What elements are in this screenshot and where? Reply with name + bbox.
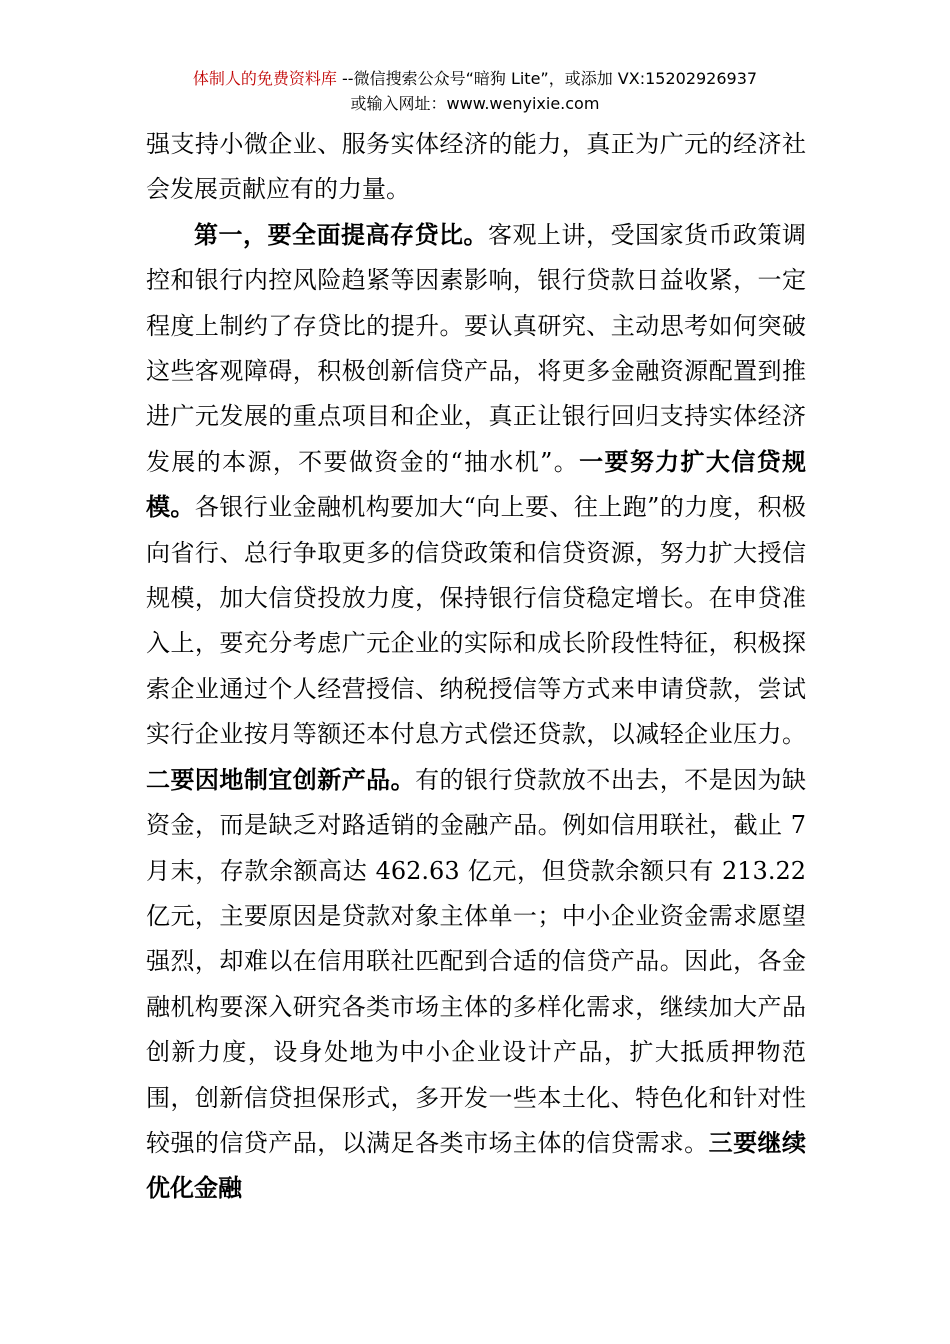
brand-name: 体制人的免费资料库 (192, 69, 337, 88)
paragraph-2 (146, 213, 806, 1212)
header-promo: --微信搜索公众号“暗狗 Lite”，或添加 VX:15202926937 (336, 69, 758, 88)
header-line-1 (0, 66, 950, 91)
paragraph-2-text-1: 客观上讲，受国家货币政策调控和银行内控风险趋紧等因素影响，银行贷款日益收紧，一定程度上制约了存贷比的提升。要认真研究、主动思考如何突破这些客观障碍，积极创新信贷产品，将更多金融资源配置到推进广元发展的重点项目和企业，真正让银行回归支持实体经济发展的本源，不要做资金的“抽水机”。 (146, 220, 806, 476)
heading-expand-credit: 一要努力扩大信贷规模。 (146, 447, 807, 522)
heading-optimize-finance: 三要继续优化金融 (146, 1128, 807, 1203)
heading-innovate-products: 二要因地制宜创新产品。 (146, 765, 416, 794)
page-header (0, 66, 950, 116)
paragraph-2-text-2: 各银行业金融机构要加大“向上要、往上跑”的力度，积极向省行、总行争取更多的信贷政策和信贷资源，努力扩大授信规模，加大信贷投放力度，保持银行信贷稳定增长。在申贷准入上，要充分考虑广元企业的实际和成长阶段性特征，积极探索企业通过个人经营授信、纳税授信等方式来申请贷款，尝试实行企业按月等额还本付息方式偿还贷款，以减轻企业压力。 (146, 493, 807, 749)
header-site: 或输入网址：www.wenyixie.com (350, 94, 600, 113)
document-body (146, 122, 806, 1212)
paragraph-2-text-3: 有的银行贷款放不出去，不是因为缺资金，而是缺乏对路适销的金融产品。例如信用联社，截止 7 月末，存款余额高达 462.63 亿元，但贷款余额只有 213.22 亿元，主要原因是贷款对象主体单一；中小企业资金需求愿望强烈，却难以在信用联社匹配到合适的信贷产品。因此，各金融机构要深入研究各类市场主体的多样化需求，继续加大产品创新力度，设身处地为中小企业设计产品，扩大抵质押物范围，创新信贷担保形式，多开发一些本土化、特色化和针对性较强的信贷产品，以满足各类市场主体的信贷需求。 (146, 765, 807, 1157)
paragraph-1: 强支持小微企业、服务实体经济的能力，真正为广元的经济社会发展贡献应有的力量。 (146, 130, 806, 204)
heading-first: 第一，要全面提高存贷比。 (194, 220, 488, 249)
